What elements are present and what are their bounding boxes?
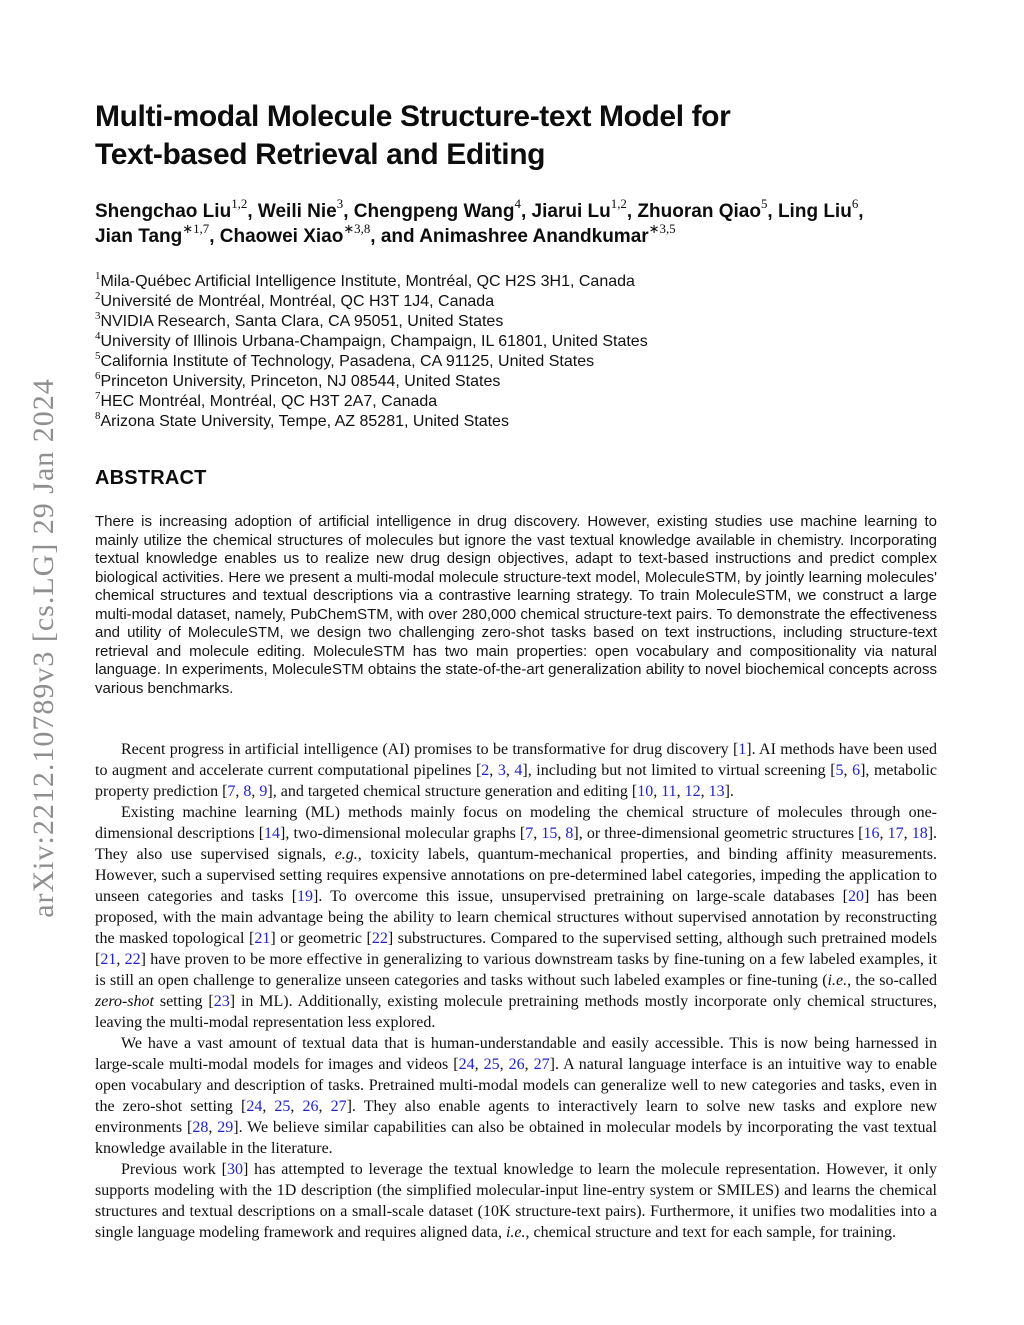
affiliation-text: Mila-Québec Artificial Intelligence Institute, Montréal, QC H2S 3H1, Canada bbox=[100, 273, 635, 290]
citation-link[interactable]: 21 bbox=[254, 930, 271, 947]
arxiv-watermark: arXiv:2212.10789v3 [cs.LG] 29 Jan 2024 bbox=[27, 378, 60, 918]
citation-link[interactable]: 29 bbox=[217, 1119, 234, 1136]
text-run: ], or three-dimensional geometric structures [ bbox=[573, 825, 864, 842]
text-run: , bbox=[533, 825, 542, 842]
citation-link[interactable]: 3 bbox=[497, 762, 506, 779]
body-paragraph bbox=[95, 802, 937, 1033]
text-run: , bbox=[653, 783, 662, 800]
citation-link[interactable]: 23 bbox=[213, 993, 230, 1010]
citation-link[interactable]: 22 bbox=[371, 930, 388, 947]
affiliation-text: University of Illinois Urbana-Champaign, Champaign, IL 61801, United States bbox=[100, 333, 648, 350]
text-run: , Chengpeng Wang bbox=[343, 201, 515, 222]
italic-text: zero-shot bbox=[95, 993, 154, 1010]
author-superscript: 6 bbox=[851, 196, 859, 212]
text-run: , bbox=[676, 783, 685, 800]
paper-title-line-2: Text-based Retrieval and Editing bbox=[95, 138, 546, 171]
text-run: ] in ML). Additionally, existing molecule pretraining methods mostly incorporate only chemical structures, leaving the multi-modal representation less explored. bbox=[95, 993, 937, 1031]
introduction-section bbox=[95, 739, 937, 1243]
text-run: , Chaowei Xiao bbox=[209, 226, 344, 247]
citation-link[interactable]: 26 bbox=[508, 1056, 525, 1073]
citation-link[interactable]: 15 bbox=[541, 825, 558, 842]
text-run: , Jiarui Lu bbox=[520, 201, 611, 222]
citation-link[interactable]: 12 bbox=[684, 783, 701, 800]
citation-link[interactable]: 16 bbox=[863, 825, 880, 842]
citation-link[interactable]: 11 bbox=[661, 783, 677, 800]
citation-link[interactable]: 20 bbox=[847, 888, 864, 905]
text-run: Recent progress in artificial intelligence (AI) promises to be transformative for drug discovery [ bbox=[121, 741, 739, 758]
text-run: , Weili Nie bbox=[247, 201, 337, 222]
affiliation-text: Princeton University, Princeton, NJ 08544, United States bbox=[100, 373, 501, 390]
text-run: , bbox=[318, 1098, 331, 1115]
affiliation-line bbox=[95, 329, 937, 352]
citation-link[interactable]: 1 bbox=[738, 741, 747, 758]
affiliation-text: California Institute of Technology, Pasadena, CA 91125, United States bbox=[100, 353, 595, 370]
text-run: , the so-called bbox=[847, 972, 938, 989]
text-run: , bbox=[843, 762, 853, 779]
affiliation-list bbox=[95, 269, 937, 432]
text-run: , Ling Liu bbox=[767, 201, 852, 222]
affiliation-text: Université de Montréal, Montréal, QC H3T 1J4, Canada bbox=[100, 293, 495, 310]
text-run: ]. To overcome this issue, unsupervised pretraining on large-scale databases [ bbox=[313, 888, 848, 905]
citation-link[interactable]: 22 bbox=[124, 951, 141, 968]
text-run: , bbox=[858, 201, 864, 222]
affiliation-superscript: 1 bbox=[95, 269, 101, 282]
affiliation-line bbox=[95, 309, 937, 332]
citation-link[interactable]: 8 bbox=[243, 783, 252, 800]
body-paragraph bbox=[95, 1159, 937, 1243]
text-run: , bbox=[557, 825, 566, 842]
author-superscript: 3 bbox=[336, 196, 344, 212]
text-run: ], including but not limited to virtual screening [ bbox=[522, 762, 836, 779]
text-run: ] or geometric [ bbox=[270, 930, 372, 947]
citation-link[interactable]: 17 bbox=[887, 825, 904, 842]
citation-link[interactable]: 24 bbox=[246, 1098, 263, 1115]
affiliation-superscript: 3 bbox=[95, 309, 101, 322]
author-superscript: 1,2 bbox=[610, 196, 627, 212]
affiliation-text: HEC Montréal, Montréal, QC H3T 2A7, Canada bbox=[100, 393, 438, 410]
affiliation-superscript: 8 bbox=[95, 409, 101, 422]
citation-link[interactable]: 25 bbox=[274, 1098, 291, 1115]
citation-link[interactable]: 7 bbox=[525, 825, 534, 842]
citation-link[interactable]: 5 bbox=[835, 762, 844, 779]
citation-link[interactable]: 13 bbox=[708, 783, 725, 800]
text-run: ] has attempted to leverage the textual knowledge to learn the molecule representation. However, it only supports modeling with the 1D description (the simplified molecular-input line-entry system or SMILES) and learns the chemical structures and textual descriptions on a small-scale dataset (10K structure-text pairs). Furthermore, it unifies two modalities into a single language modeling framework and requires aligned data, bbox=[95, 1161, 937, 1241]
citation-link[interactable]: 27 bbox=[533, 1056, 550, 1073]
text-run: setting [ bbox=[153, 993, 214, 1010]
italic-text: i.e. bbox=[505, 1224, 526, 1241]
text-run: Shengchao Liu bbox=[95, 201, 232, 222]
citation-link[interactable]: 27 bbox=[330, 1098, 347, 1115]
author-superscript: 4 bbox=[514, 196, 521, 212]
citation-link[interactable]: 9 bbox=[259, 783, 268, 800]
text-run: ], and targeted chemical structure generation and editing [ bbox=[267, 783, 638, 800]
citation-link[interactable]: 2 bbox=[481, 762, 490, 779]
affiliation-line bbox=[95, 349, 937, 372]
text-run: , bbox=[499, 1056, 509, 1073]
text-run: , bbox=[262, 1098, 275, 1115]
text-run: ]. A natural language interface is an intuitive way to enable open vocabulary and description of tasks. Pretrained multi-modal models can generalize well to new categories and tasks, even in the zero-shot setting [ bbox=[95, 1056, 938, 1115]
text-run: , bbox=[700, 783, 709, 800]
citation-link[interactable]: 24 bbox=[458, 1056, 475, 1073]
affiliation-superscript: 2 bbox=[95, 289, 101, 302]
citation-link[interactable]: 18 bbox=[911, 825, 928, 842]
italic-text: i.e. bbox=[827, 972, 848, 989]
affiliation-superscript: 7 bbox=[95, 389, 101, 402]
text-run: , and Animashree Anandkumar bbox=[370, 226, 649, 247]
text-run: , Zhuoran Qiao bbox=[626, 201, 761, 222]
author-superscript: 1,2 bbox=[231, 196, 248, 212]
affiliation-line bbox=[95, 289, 937, 312]
author-list bbox=[95, 196, 937, 249]
paper-content bbox=[95, 0, 937, 1243]
citation-link[interactable]: 8 bbox=[565, 825, 574, 842]
affiliation-text: Arizona State University, Tempe, AZ 85281, United States bbox=[100, 413, 509, 430]
citation-link[interactable]: 21 bbox=[100, 951, 117, 968]
text-run: Jian Tang bbox=[95, 226, 183, 247]
text-run: ] has been proposed, with the main advantage being the ability to learn chemical structures without supervised annotation by reconstructing the masked topological [ bbox=[95, 888, 938, 947]
text-run: , bbox=[235, 783, 244, 800]
text-run: We have a vast amount of textual data that is human-understandable and easily accessible. This is now being harnessed in large-scale multi-modal models for images and videos [ bbox=[95, 1035, 937, 1073]
text-run: , bbox=[474, 1056, 484, 1073]
affiliation-line bbox=[95, 269, 937, 292]
text-run: Existing machine learning (ML) methods mainly focus on modeling the chemical structure of molecules through one-dimensional descriptions [ bbox=[95, 804, 937, 842]
affiliation-line bbox=[95, 389, 937, 412]
author-superscript: 5 bbox=[760, 196, 768, 212]
abstract-heading: ABSTRACT bbox=[95, 467, 207, 489]
affiliation-text: NVIDIA Research, Santa Clara, CA 95051, United States bbox=[100, 313, 504, 330]
text-run: , bbox=[879, 825, 888, 842]
text-run: , bbox=[290, 1098, 303, 1115]
text-run: ]. They also use supervised signals, bbox=[95, 825, 938, 863]
text-run: , bbox=[251, 783, 260, 800]
text-run: ] have proven to be more effective in generalizing to various downstream tasks by fine-tuning on a few labeled examples, it is still an open challenge to generalize unseen categories and tasks without such labeled examples or fine-tuning ( bbox=[95, 951, 938, 989]
citation-link[interactable]: 6 bbox=[852, 762, 861, 779]
text-run: ]. They also enable agents to interactively learn to solve new tasks and explore new environments [ bbox=[95, 1098, 938, 1136]
citation-link[interactable]: 7 bbox=[227, 783, 236, 800]
affiliation-line bbox=[95, 409, 937, 432]
text-run: ], two-dimensional molecular graphs [ bbox=[280, 825, 526, 842]
text-run: , bbox=[116, 951, 125, 968]
text-run: , bbox=[524, 1056, 534, 1073]
paper-title bbox=[95, 98, 937, 174]
affiliation-superscript: 5 bbox=[95, 349, 101, 362]
affiliation-line bbox=[95, 369, 937, 392]
citation-link[interactable]: 30 bbox=[226, 1161, 243, 1178]
author-superscript: ∗3,5 bbox=[648, 221, 676, 237]
text-run: ]. AI methods have been used to augment and accelerate current computational pipelines [ bbox=[95, 741, 938, 779]
text-run: ]. bbox=[724, 783, 734, 800]
italic-text: e.g. bbox=[334, 846, 358, 863]
text-run: , chemical structure and text for each sample, for training. bbox=[525, 1224, 897, 1241]
paper-title-line-1: Multi-modal Molecule Structure-text Model for bbox=[95, 100, 731, 133]
citation-link[interactable]: 28 bbox=[192, 1119, 209, 1136]
text-run: , toxicity labels, quantum-mechanical properties, and binding affinity measurements. However, such a supervised setting requires expensive annotations on pre-determined label categories, impeding the application to unseen categories and tasks [ bbox=[95, 846, 937, 905]
abstract-text: There is increasing adoption of artificial intelligence in drug discovery. However, existing studies use machine learning to mainly utilize the chemical structures of molecules but ignore the vast textual knowledge available in chemistry. Incorporating textual knowledge enables us to realize new drug design objectives, adapt to text-based instructions and predict complex biological activities. Here we present a multi-modal molecule structure-text model, MoleculeSTM, by jointly learning molecules' chemical structures and textual descriptions via a contrastive learning strategy. To train MoleculeSTM, we construct a large multi-modal dataset, namely, PubChemSTM, with over 280,000 chemical structure-text pairs. To demonstrate the effectiveness and utility of MoleculeSTM, we design two challenging zero-shot tasks based on text instructions, including structure-text retrieval and molecule editing. MoleculeSTM has two main properties: open vocabulary and compositionality via natural language. In experiments, MoleculeSTM obtains the state-of-the-art generalization ability to novel biochemical concepts across various benchmarks. bbox=[95, 513, 937, 697]
text-run: ]. We believe similar capabilities can also be obtained in molecular models by incorporating the vast textual knowledge available in the literature. bbox=[95, 1119, 938, 1157]
author-line-1 bbox=[95, 196, 937, 224]
text-run: , bbox=[208, 1119, 218, 1136]
text-run: , bbox=[489, 762, 498, 779]
author-superscript: ∗1,7 bbox=[182, 221, 210, 237]
author-line-2 bbox=[95, 221, 937, 249]
text-run: ] substructures. Compared to the supervised setting, although such pretrained models [ bbox=[95, 930, 938, 968]
text-run: , bbox=[505, 762, 515, 779]
citation-link[interactable]: 26 bbox=[302, 1098, 319, 1115]
body-paragraph bbox=[95, 739, 937, 802]
affiliation-superscript: 6 bbox=[95, 369, 101, 382]
text-run: ], metabolic property prediction [ bbox=[95, 762, 938, 800]
affiliation-superscript: 4 bbox=[95, 329, 101, 342]
citation-link[interactable]: 19 bbox=[297, 888, 314, 905]
citation-link[interactable]: 4 bbox=[514, 762, 523, 779]
citation-link[interactable]: 14 bbox=[264, 825, 281, 842]
citation-link[interactable]: 25 bbox=[483, 1056, 500, 1073]
text-run: , bbox=[903, 825, 912, 842]
citation-link[interactable]: 10 bbox=[637, 783, 654, 800]
body-paragraph bbox=[95, 1033, 937, 1159]
text-run: Previous work [ bbox=[121, 1161, 227, 1178]
author-superscript: ∗3,8 bbox=[343, 221, 371, 237]
